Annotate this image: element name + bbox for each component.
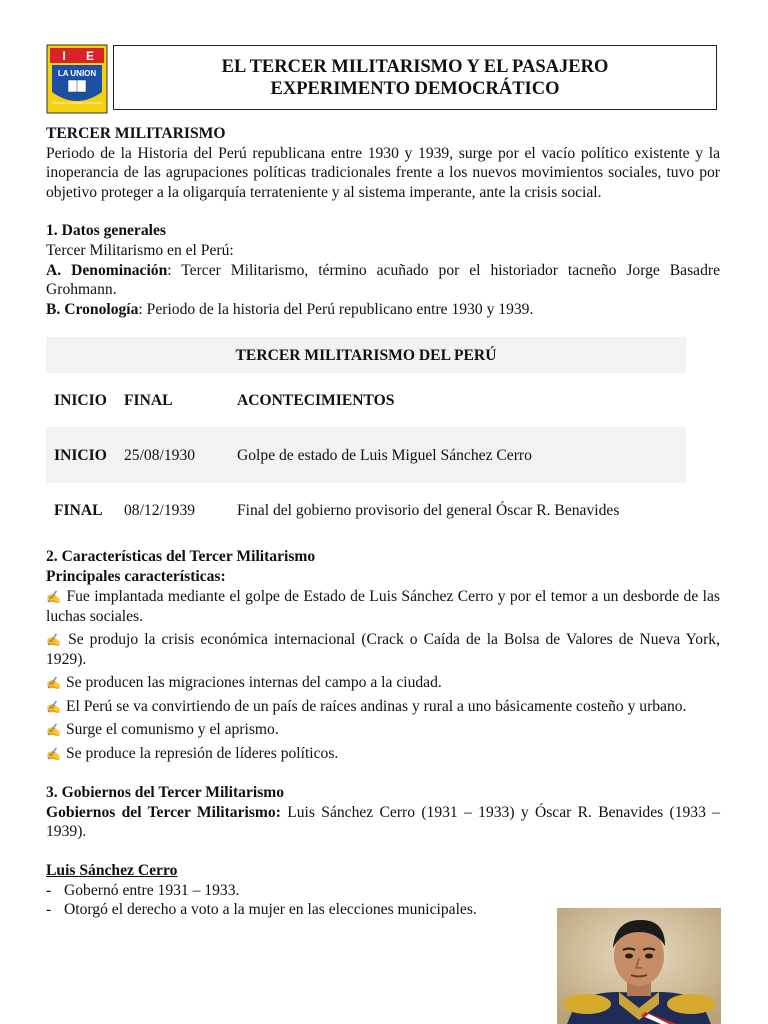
- writing-hand-icon: ✍: [46, 723, 61, 738]
- section3-heading: 3. Gobiernos del Tercer Militarismo: [46, 784, 285, 802]
- denominacion-text: : Tercer Militarismo, término acuñado por el historiador tacneño Jorge Basadre Grohmann.: [46, 261, 720, 299]
- list-item: [46, 673, 720, 694]
- logo-letter-e: E: [85, 49, 95, 63]
- table-cell: FINAL: [54, 501, 103, 519]
- logo-motto: Ciencia Decencia Concordia: [51, 100, 103, 105]
- title-box: [113, 45, 717, 110]
- table-title-row: [46, 337, 686, 373]
- list-item-text: El Perú se va convirtiendo de un país de raíces andinas y rural a uno básicamente costeño y urbano.: [65, 697, 687, 715]
- cronologia-text: : Periodo de la historia del Perú republicano entre 1930 y 1939.: [138, 300, 534, 318]
- section3-paragraph: [46, 803, 720, 842]
- list-item: [46, 697, 720, 718]
- table-cell: Golpe de estado de Luis Miguel Sánchez Cerro: [229, 427, 686, 483]
- table-header-row: [46, 373, 686, 427]
- list-item: [46, 720, 720, 741]
- cronologia-paragraph: [46, 300, 720, 320]
- section2-heading: 2. Características del Tercer Militarismo: [46, 548, 316, 566]
- table-cell: 08/12/1939: [124, 501, 196, 519]
- table-title: TERCER MILITARISMO DEL PERÚ: [46, 337, 686, 373]
- section3-label: Gobiernos del Tercer Militarismo:: [46, 803, 281, 821]
- intro-heading: TERCER MILITARISMO: [46, 125, 226, 142]
- document-body: [46, 124, 720, 920]
- table-cell: INICIO: [46, 427, 116, 483]
- writing-hand-icon: ✍: [46, 589, 62, 604]
- portrait-image: [557, 908, 721, 1024]
- person-heading: [46, 861, 720, 881]
- writing-hand-icon: ✍: [46, 699, 61, 714]
- writing-hand-icon: ✍: [46, 746, 61, 761]
- writing-hand-icon: ✍: [46, 675, 61, 690]
- list-item: [46, 630, 720, 670]
- logo-name: LA UNION: [57, 69, 97, 78]
- denominacion-paragraph: [46, 261, 720, 300]
- list-item-text: Otorgó el derecho a voto a la mujer en las elecciones municipales.: [64, 901, 477, 919]
- list-item: - Gobernó entre 1931 – 1933.: [46, 881, 240, 899]
- school-logo: [46, 44, 108, 114]
- list-item-text: Surge el comunismo y el aprismo.: [65, 721, 279, 739]
- list-item-text: Gobernó entre 1931 – 1933.: [64, 881, 240, 899]
- logo-letter-i: I: [62, 49, 66, 63]
- table-header-final: FINAL: [124, 391, 173, 409]
- table-cell: Final del gobierno provisorio del general Óscar R. Benavides: [237, 501, 620, 519]
- cronologia-label: B. Cronología: [46, 300, 139, 318]
- section1-sub: Tercer Militarismo en el Perú:: [46, 241, 234, 259]
- section3-text: Luis Sánchez Cerro (1931 – 1933) y Óscar R. Benavides (1933 – 1939).: [46, 803, 720, 841]
- title-line-2: EXPERIMENTO DEMOCRÁTICO: [270, 78, 560, 99]
- table-row: [46, 483, 686, 537]
- militarism-table: [46, 337, 686, 537]
- person-name: Luis Sánchez Cerro: [46, 862, 178, 880]
- intro-text: Periodo de la Historia del Perú republicana entre 1930 y 1939, surge por el vacío político existente y la inoperancia de las agrupaciones políticas tradicionales frente a los nuevos movimientos sociales, tuvo por objetivo proteger a la oligarquía terrateniente y al sistema imperante, ante la crisis social.: [46, 144, 720, 201]
- list-item-text: Se produjo la crisis económica internacional (Crack o Caída de la Bolsa de Valores de Nueva York, 1929).: [46, 630, 720, 669]
- denominacion-label: A. Denominación: [46, 261, 168, 279]
- list-item: [46, 587, 720, 627]
- table-header-acontecimientos: ACONTECIMIENTOS: [237, 391, 395, 409]
- list-item: - Otorgó el derecho a voto a la mujer en las elecciones municipales.: [46, 901, 477, 919]
- section1-heading: 1. Datos generales: [46, 222, 166, 240]
- writing-hand-icon: ✍: [46, 632, 64, 647]
- title-line-1: EL TERCER MILITARISMO Y EL PASAJERO: [221, 56, 609, 77]
- list-item: [46, 744, 720, 765]
- list-item-text: Fue implantada mediante el golpe de Estado de Luis Sánchez Cerro y por el temor a un desborde de las luchas sociales.: [46, 587, 720, 626]
- list-item-text: Se producen las migraciones internas del campo a la ciudad.: [65, 673, 442, 691]
- characteristics-list: [46, 587, 720, 765]
- section2-sub: Principales características:: [46, 567, 226, 585]
- table-cell: 25/08/1930: [116, 427, 229, 483]
- table-header-inicio: INICIO: [54, 391, 107, 409]
- table-row: [46, 427, 686, 483]
- list-item-text: Se produce la represión de líderes políticos.: [65, 744, 339, 762]
